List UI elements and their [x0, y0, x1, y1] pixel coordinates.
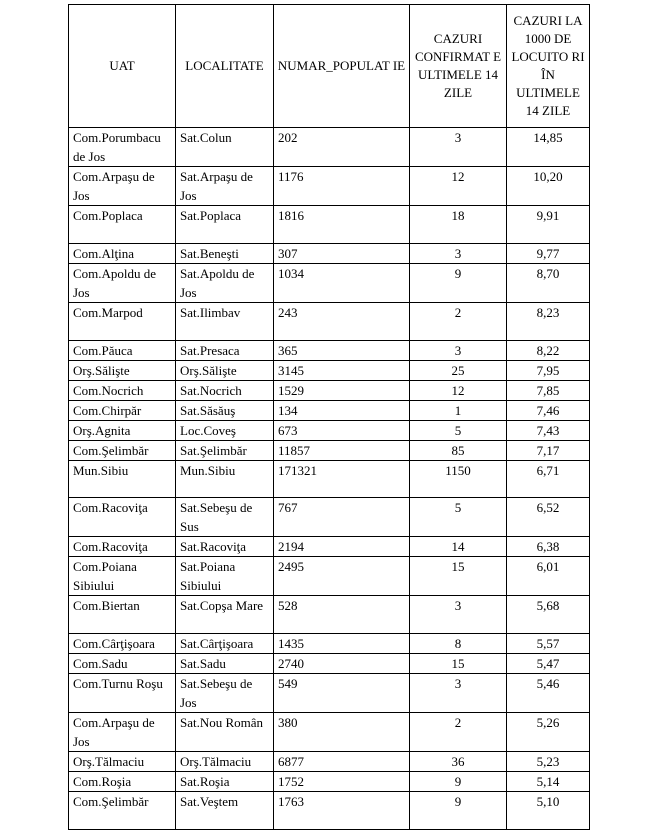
table-row — [69, 244, 590, 264]
cell-rata: 6,01 — [507, 557, 590, 596]
cell-localitate: Sat.Roşia — [176, 772, 274, 792]
cell-localitate: Sat.Poiana Sibiului — [176, 557, 274, 596]
cell-rata: 6,52 — [507, 498, 590, 537]
cell-rata: 7,17 — [507, 441, 590, 461]
cell-cazuri: 9 — [410, 772, 507, 792]
cell-cazuri: 3 — [410, 128, 507, 167]
table-row — [69, 421, 590, 441]
table-row — [69, 674, 590, 713]
cell-uat: Orş.Tălmaciu — [69, 752, 176, 772]
table-row — [69, 461, 590, 498]
cell-populatie: 2495 — [274, 557, 410, 596]
cell-uat: Com.Alţina — [69, 244, 176, 264]
cell-populatie: 11857 — [274, 441, 410, 461]
cell-localitate: Sat.Săsăuş — [176, 401, 274, 421]
cell-rata: 5,47 — [507, 654, 590, 674]
cell-rata: 5,57 — [507, 634, 590, 654]
cell-uat: Com.Chirpăr — [69, 401, 176, 421]
cell-cazuri: 12 — [410, 381, 507, 401]
cell-populatie: 1763 — [274, 792, 410, 830]
cell-populatie: 2194 — [274, 537, 410, 557]
cell-uat: Com.Poiana Sibiului — [69, 557, 176, 596]
cell-cazuri: 3 — [410, 596, 507, 634]
cell-populatie: 2740 — [274, 654, 410, 674]
cell-cazuri: 1 — [410, 401, 507, 421]
cell-localitate: Sat.Colun — [176, 128, 274, 167]
cell-rata: 5,14 — [507, 772, 590, 792]
cell-rata: 9,91 — [507, 206, 590, 244]
header-rata: CAZURI LA 1000 DE LOCUITO RI ÎN ULTIMELE 14 ZILE — [507, 5, 590, 128]
cell-uat: Com.Şelimbăr — [69, 441, 176, 461]
cell-localitate: Sat.Sebeşu de Sus — [176, 498, 274, 537]
cell-uat: Com.Roşia — [69, 772, 176, 792]
cell-localitate: Sat.Presaca — [176, 341, 274, 361]
cell-uat: Com.Arpaşu de Jos — [69, 167, 176, 206]
cell-localitate: Sat.Veştem — [176, 792, 274, 830]
cell-cazuri: 25 — [410, 361, 507, 381]
table-row — [69, 498, 590, 537]
table-row — [69, 361, 590, 381]
cell-rata: 10,20 — [507, 167, 590, 206]
table-row — [69, 596, 590, 634]
cell-localitate: Sat.Nocrich — [176, 381, 274, 401]
table-row — [69, 792, 590, 830]
cell-localitate: Orş.Sălişte — [176, 361, 274, 381]
cell-populatie: 202 — [274, 128, 410, 167]
table-row — [69, 772, 590, 792]
cell-cazuri: 15 — [410, 557, 507, 596]
cell-uat: Com.Biertan — [69, 596, 176, 634]
cell-populatie: 549 — [274, 674, 410, 713]
table-row — [69, 713, 590, 752]
cell-uat: Com.Porumbacu de Jos — [69, 128, 176, 167]
cell-uat: Com.Păuca — [69, 341, 176, 361]
cell-cazuri: 8 — [410, 634, 507, 654]
cell-populatie: 528 — [274, 596, 410, 634]
cell-localitate: Sat.Racoviţa — [176, 537, 274, 557]
cell-cazuri: 12 — [410, 167, 507, 206]
cell-localitate: Mun.Sibiu — [176, 461, 274, 498]
table-row — [69, 341, 590, 361]
header-cazuri: CAZURI CONFIRMAT E ULTIMELE 14 ZILE — [410, 5, 507, 128]
header-localitate: LOCALITATE — [176, 5, 274, 128]
cell-cazuri: 3 — [410, 244, 507, 264]
cell-rata: 5,10 — [507, 792, 590, 830]
cell-uat: Com.Turnu Roşu — [69, 674, 176, 713]
cell-populatie: 171321 — [274, 461, 410, 498]
table-row — [69, 401, 590, 421]
cell-rata: 5,68 — [507, 596, 590, 634]
cell-cazuri: 5 — [410, 421, 507, 441]
cell-rata: 7,85 — [507, 381, 590, 401]
cell-rata: 8,22 — [507, 341, 590, 361]
cell-uat: Com.Racoviţa — [69, 498, 176, 537]
cell-rata: 9,77 — [507, 244, 590, 264]
cell-localitate: Sat.Şelimbăr — [176, 441, 274, 461]
table-row — [69, 167, 590, 206]
cell-cazuri: 15 — [410, 654, 507, 674]
cell-uat: Com.Sadu — [69, 654, 176, 674]
cell-populatie: 6877 — [274, 752, 410, 772]
cell-localitate: Loc.Coveş — [176, 421, 274, 441]
cell-populatie: 1435 — [274, 634, 410, 654]
cell-uat: Orş.Agnita — [69, 421, 176, 441]
table-row — [69, 752, 590, 772]
cell-populatie: 365 — [274, 341, 410, 361]
cell-cazuri: 3 — [410, 674, 507, 713]
cell-cazuri: 18 — [410, 206, 507, 244]
cell-rata: 6,38 — [507, 537, 590, 557]
cell-rata: 7,46 — [507, 401, 590, 421]
table-row — [69, 654, 590, 674]
cell-localitate: Sat.Poplaca — [176, 206, 274, 244]
cell-populatie: 1176 — [274, 167, 410, 206]
cell-cazuri: 2 — [410, 713, 507, 752]
cell-localitate: Sat.Arpaşu de Jos — [176, 167, 274, 206]
cell-localitate: Sat.Cârţişoara — [176, 634, 274, 654]
table-row — [69, 634, 590, 654]
cell-populatie: 307 — [274, 244, 410, 264]
cell-populatie: 673 — [274, 421, 410, 441]
cell-uat: Mun.Sibiu — [69, 461, 176, 498]
table-body — [69, 128, 590, 830]
cell-rata: 5,46 — [507, 674, 590, 713]
cell-populatie: 1752 — [274, 772, 410, 792]
cell-cazuri: 3 — [410, 341, 507, 361]
header-populatie: NUMAR_POPULAT IE — [274, 5, 410, 128]
header-uat: UAT — [69, 5, 176, 128]
table-row — [69, 537, 590, 557]
cell-rata: 14,85 — [507, 128, 590, 167]
table-row — [69, 557, 590, 596]
cell-populatie: 1034 — [274, 264, 410, 303]
cell-localitate: Sat.Nou Român — [176, 713, 274, 752]
cell-localitate: Sat.Apoldu de Jos — [176, 264, 274, 303]
cell-uat: Orş.Sălişte — [69, 361, 176, 381]
cell-uat: Com.Nocrich — [69, 381, 176, 401]
cell-rata: 8,70 — [507, 264, 590, 303]
table-row — [69, 206, 590, 244]
covid-incidence-table — [68, 4, 590, 830]
table-row — [69, 441, 590, 461]
cell-cazuri: 9 — [410, 792, 507, 830]
cell-uat: Com.Racoviţa — [69, 537, 176, 557]
cell-populatie: 243 — [274, 303, 410, 341]
cell-rata: 6,71 — [507, 461, 590, 498]
cell-rata: 5,23 — [507, 752, 590, 772]
cell-cazuri: 36 — [410, 752, 507, 772]
cell-rata: 5,26 — [507, 713, 590, 752]
cell-uat: Com.Poplaca — [69, 206, 176, 244]
cell-cazuri: 1150 — [410, 461, 507, 498]
cell-cazuri: 5 — [410, 498, 507, 537]
table-row — [69, 264, 590, 303]
cell-uat: Com.Arpaşu de Jos — [69, 713, 176, 752]
cell-localitate: Sat.Sebeşu de Jos — [176, 674, 274, 713]
cell-cazuri: 2 — [410, 303, 507, 341]
cell-cazuri: 85 — [410, 441, 507, 461]
table-row — [69, 128, 590, 167]
cell-populatie: 134 — [274, 401, 410, 421]
cell-uat: Com.Marpod — [69, 303, 176, 341]
cell-rata: 7,43 — [507, 421, 590, 441]
cell-localitate: Sat.Sadu — [176, 654, 274, 674]
table-row — [69, 303, 590, 341]
cell-populatie: 1816 — [274, 206, 410, 244]
table-row — [69, 381, 590, 401]
cell-populatie: 380 — [274, 713, 410, 752]
cell-rata: 7,95 — [507, 361, 590, 381]
cell-cazuri: 14 — [410, 537, 507, 557]
cell-uat: Com.Şelimbăr — [69, 792, 176, 830]
cell-populatie: 767 — [274, 498, 410, 537]
cell-rata: 8,23 — [507, 303, 590, 341]
cell-uat: Com.Cârţişoara — [69, 634, 176, 654]
cell-populatie: 3145 — [274, 361, 410, 381]
cell-uat: Com.Apoldu de Jos — [69, 264, 176, 303]
cell-localitate: Sat.Ilimbav — [176, 303, 274, 341]
header-row — [69, 5, 590, 128]
cell-cazuri: 9 — [410, 264, 507, 303]
cell-populatie: 1529 — [274, 381, 410, 401]
cell-localitate: Orş.Tălmaciu — [176, 752, 274, 772]
cell-localitate: Sat.Copşa Mare — [176, 596, 274, 634]
cell-localitate: Sat.Beneşti — [176, 244, 274, 264]
